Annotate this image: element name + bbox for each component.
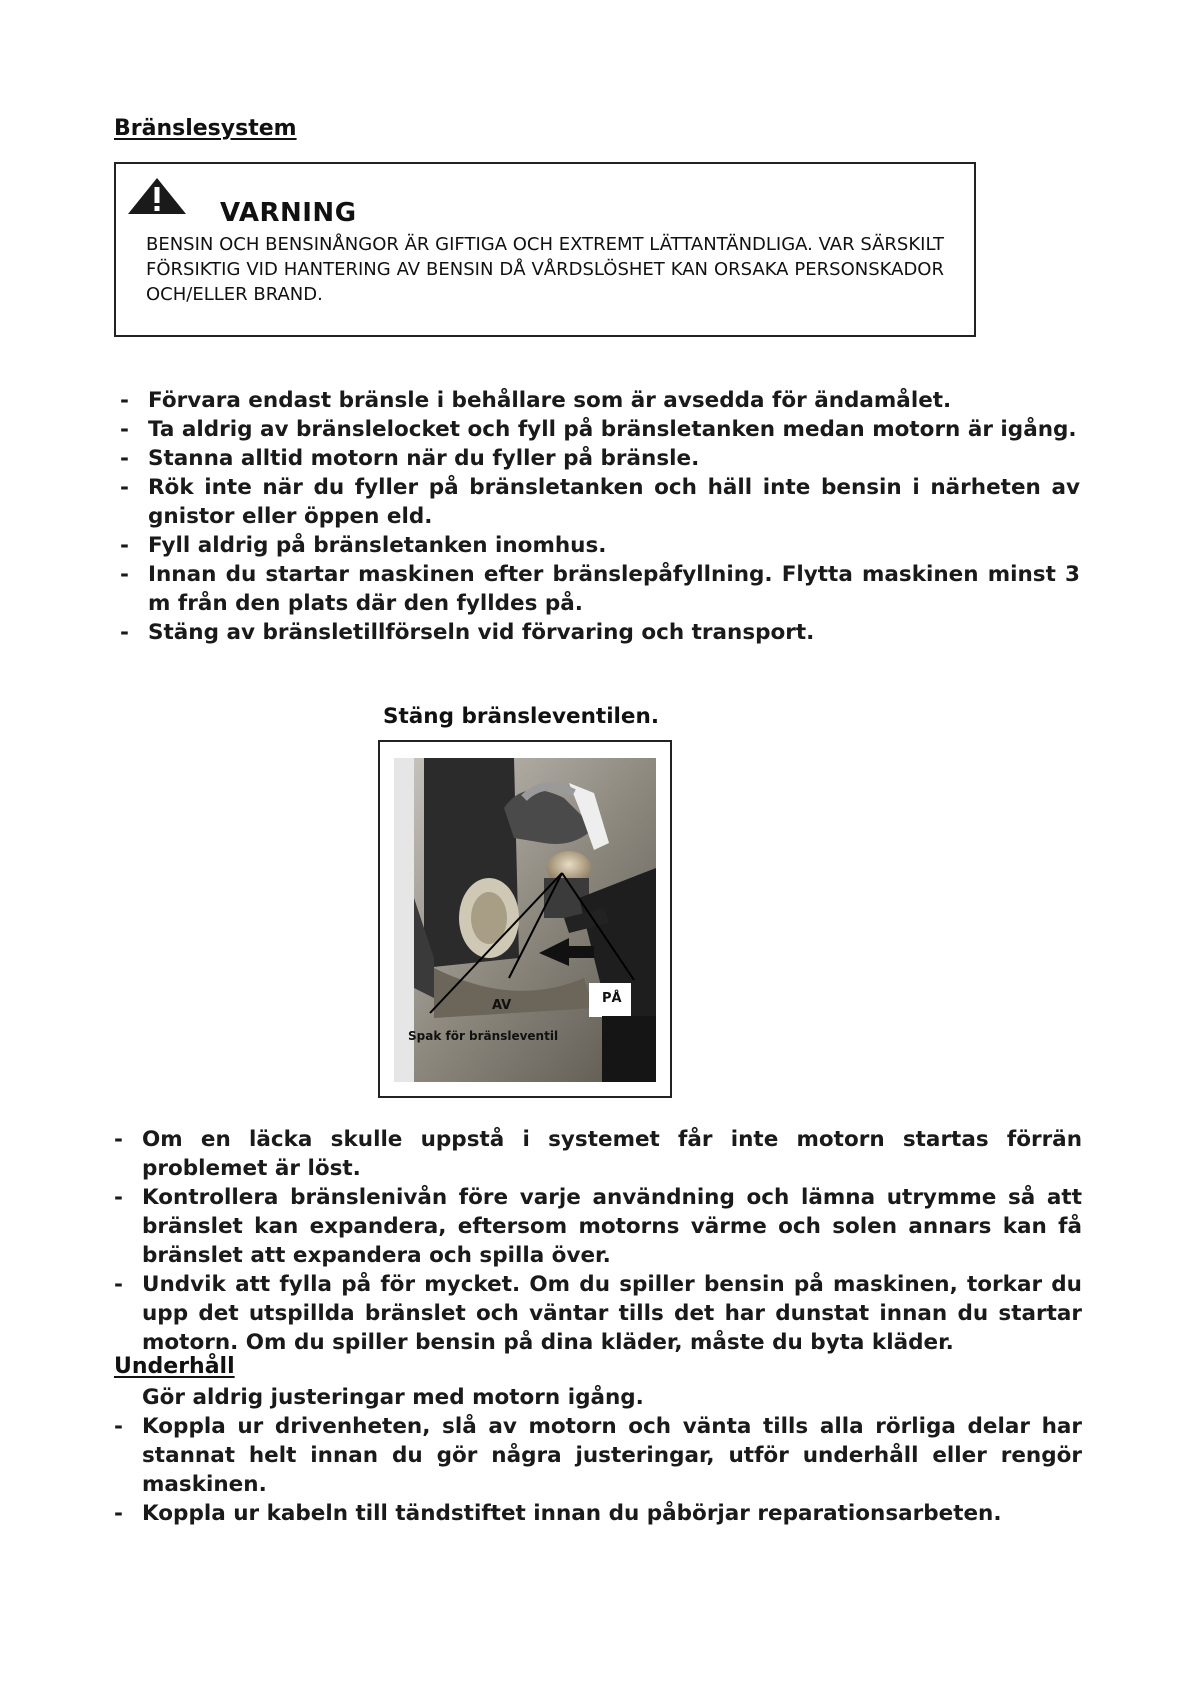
fuel-system-heading: Bränslesystem <box>114 116 297 141</box>
warning-box <box>114 162 976 337</box>
figure-caption: Stäng bränsleventilen. <box>383 704 659 729</box>
list-item: Gör aldrig justeringar med motorn igång. <box>142 1385 644 1410</box>
list-item: - Koppla ur drivenheten, slå av motorn och vänta tills alla rörliga delar har stannat helt innan du gör några justeringar, utför underhåll eller rengör maskinen. <box>112 1412 1082 1499</box>
list-item: - Om en läcka skulle uppstå i systemet får inte motorn startas förrän problemet är löst. <box>112 1125 1082 1183</box>
list-item: - Koppla ur kabeln till tändstiftet innan du påbörjar reparationsarbeten. <box>112 1499 1082 1528</box>
warning-text: BENSIN OCH BENSINÅNGOR ÄR GIFTIGA OCH EXTREMT LÄTTANTÄNDLIGA. VAR SÄRSKILT FÖRSIKTIG VID HANTERING AV BENSIN DÅ VÅRDSLÖSHET KAN ORSAKA PERSONSKADOR OCH/ELLER BRAND. <box>146 234 944 305</box>
list-item: - Kontrollera bränslenivån före varje användning och lämna utrymme så att bränslet kan expandera, eftersom motorns värme och solen annars kan få bränslet att expandera och spilla över. <box>112 1183 1082 1270</box>
list-item: - Fyll aldrig på bränsletanken inomhus. <box>118 531 1080 560</box>
list-item: - Förvara endast bränsle i behållare som är avsedda för ändamålet. <box>118 386 1080 415</box>
list-item: - Ta aldrig av bränslelocket och fyll på bränsletanken medan motorn är igång. <box>118 415 1080 444</box>
label-on: PÅ <box>602 991 622 1006</box>
list-item: - Rök inte när du fyller på bränsletanken och häll inte bensin i närheten av gnistor eller öppen eld. <box>118 473 1080 531</box>
fuel-rules-list-2 <box>112 1125 1082 1357</box>
list-item: - Undvik att fylla på för mycket. Om du spiller bensin på maskinen, torkar du upp det utspillda bränslet och väntar tills det har dunstat innan du startar motorn. Om du spiller bensin på dina kläder, måste du byta kläder. <box>112 1270 1082 1357</box>
list-item: - Stanna alltid motorn när du fyller på bränsle. <box>118 444 1080 473</box>
list-item: - Stäng av bränsletillförseln vid förvaring och transport. <box>118 618 1080 647</box>
label-off: AV <box>492 998 512 1013</box>
fuel-valve-photo <box>394 758 656 1082</box>
maintenance-list <box>112 1383 1082 1528</box>
warning-triangle-icon <box>126 176 188 216</box>
fuel-valve-figure <box>378 740 672 1098</box>
list-item: - Innan du startar maskinen efter bränslepåfyllning. Flytta maskinen minst 3 m från den plats där den fylldes på. <box>118 560 1080 618</box>
warning-title: VARNING <box>220 198 357 228</box>
fuel-rules-list <box>118 386 1080 647</box>
maintenance-heading: Underhåll <box>114 1354 235 1379</box>
label-lever: Spak för bränsleventil <box>408 1029 559 1043</box>
